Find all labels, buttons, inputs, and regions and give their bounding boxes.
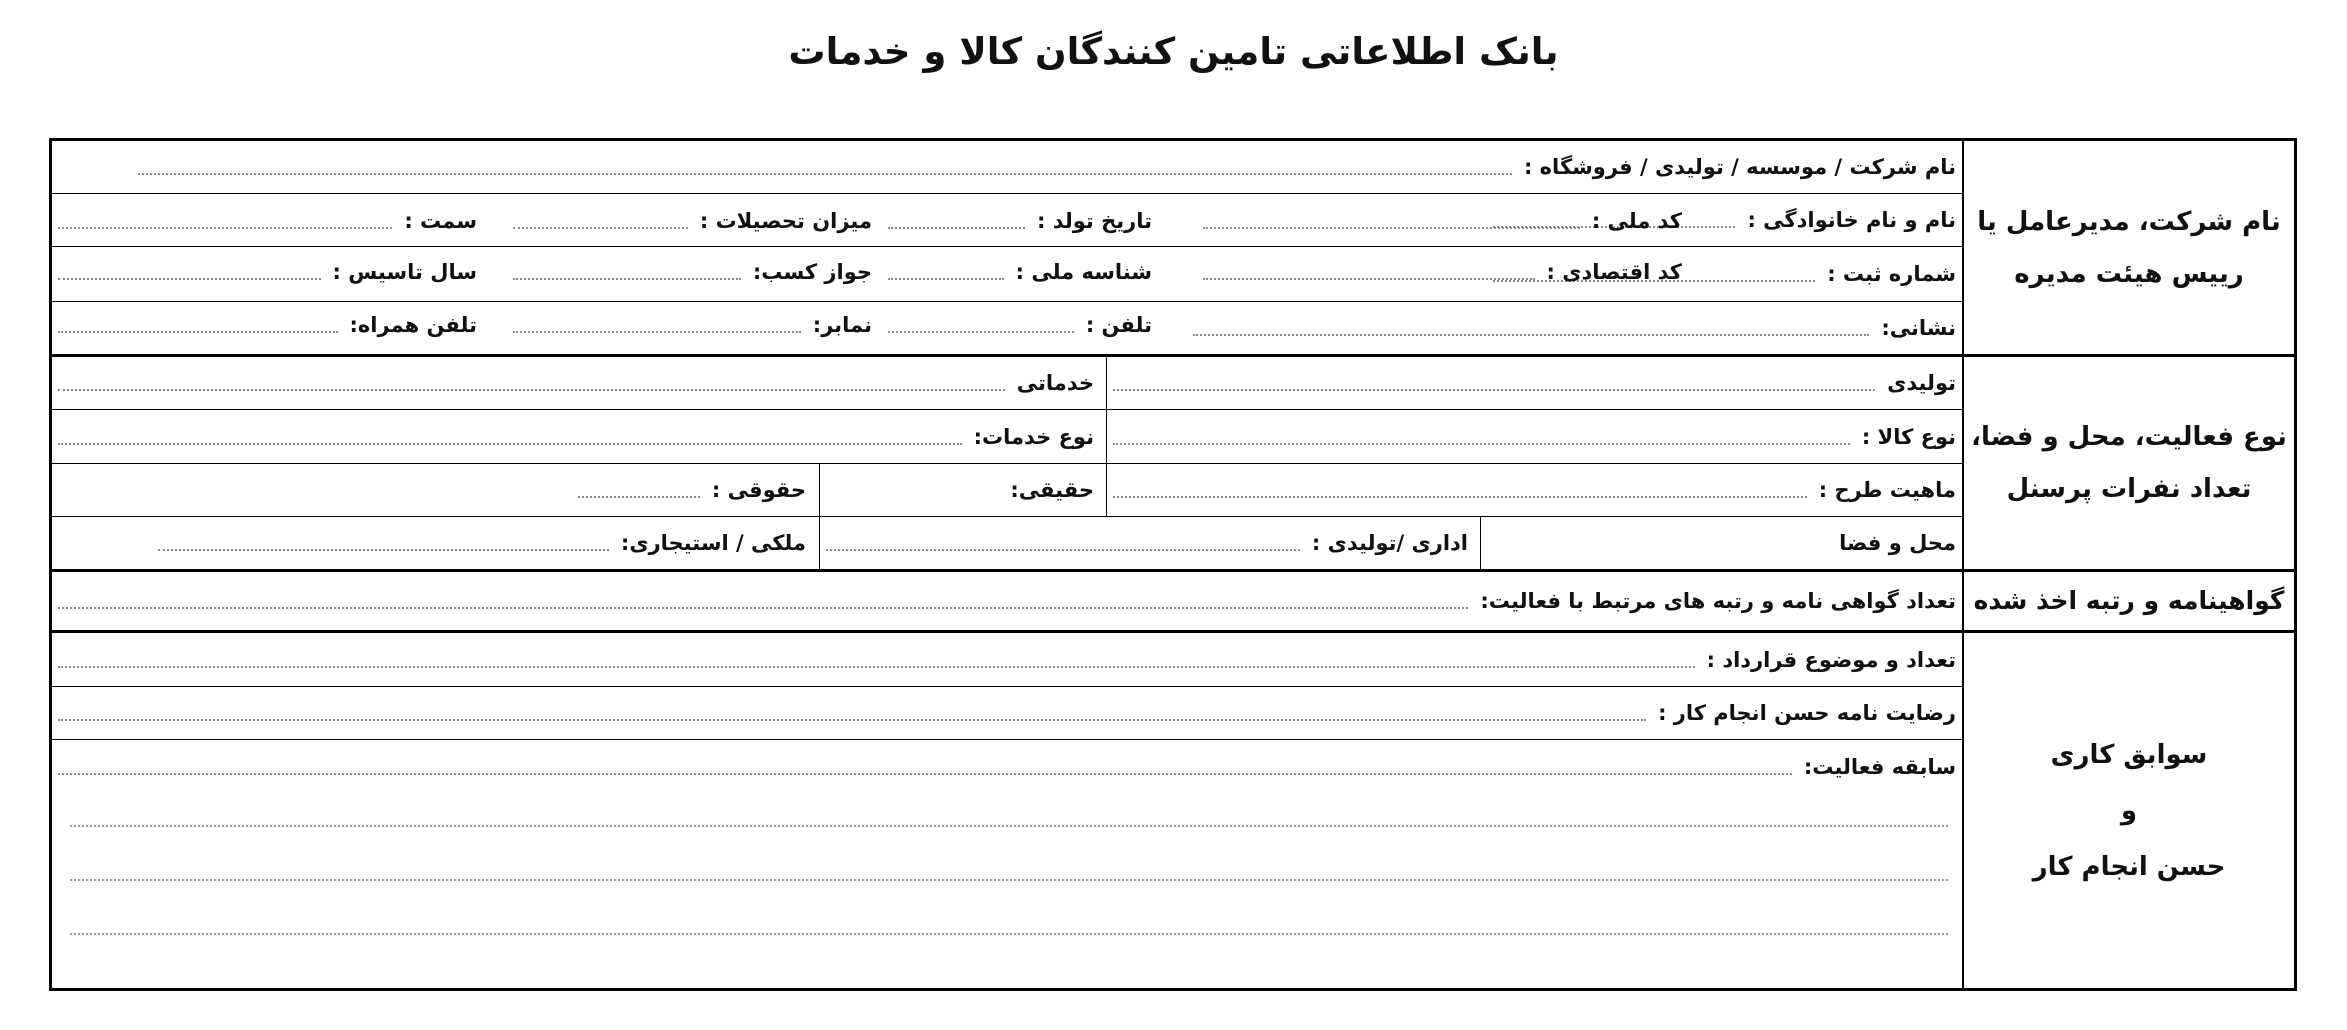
contracts-label: تعداد و موضوع قرارداد : xyxy=(1706,647,1956,672)
certificates-header-text: گواهینامه و رتبه اخذ شده xyxy=(1973,586,2285,615)
address-label: نشانی: xyxy=(1881,316,1956,340)
education-label: میزان تحصیلات : xyxy=(699,208,872,233)
company-secondary-fields-2 xyxy=(52,244,1968,354)
fax-label: نمابر: xyxy=(812,313,872,337)
company-header-line-2: رییس هیئت مدیره xyxy=(2014,258,2244,289)
activity-section-header xyxy=(1962,357,2294,569)
goods-type-label: نوع کالا : xyxy=(1861,424,1956,449)
page-title: بانک اطلاعاتی تامین کنندگان کالا و خدمات xyxy=(788,30,1559,73)
owned-rented-label: ملکی / استیجاری: xyxy=(620,531,806,555)
experience-header-line-2: و xyxy=(2120,795,2138,826)
satisfaction-field[interactable] xyxy=(52,687,1962,739)
certificates-section-header xyxy=(1962,572,2294,630)
admin-production-field[interactable] xyxy=(820,517,1474,569)
national-id-field[interactable] xyxy=(882,244,1158,299)
certificates-count-label: تعداد گواهی نامه و رتبه های مرتبط با فعالیت: xyxy=(1480,589,1956,613)
location-space-field[interactable] xyxy=(1481,517,1962,569)
company-name-field[interactable] xyxy=(132,141,1962,193)
production-label: تولیدی xyxy=(1887,371,1956,395)
services-label: خدماتی xyxy=(1016,371,1094,395)
company-section-header xyxy=(1962,141,2294,354)
national-code-field-b[interactable] xyxy=(1197,194,1688,247)
experience-section-header xyxy=(1962,633,2294,988)
position-field[interactable] xyxy=(52,194,483,247)
phone-label: تلفن : xyxy=(1085,313,1152,337)
plan-nature-field[interactable] xyxy=(1107,464,1962,516)
founding-year-label: سال تاسیس : xyxy=(332,259,477,284)
mobile-label: تلفن همراه: xyxy=(349,313,477,337)
experience-header-line-1: سوابق کاری xyxy=(2050,739,2208,770)
phone-field[interactable] xyxy=(882,299,1158,351)
owned-rented-field[interactable] xyxy=(152,517,812,569)
natural-person-label: حقیقی: xyxy=(1010,478,1094,502)
natural-person-field[interactable] xyxy=(820,464,1100,516)
education-field[interactable] xyxy=(507,194,878,247)
birth-date-label-b: تاریخ تولد : xyxy=(1037,208,1152,233)
service-type-label: نوع خدمات: xyxy=(973,424,1094,449)
business-license-field[interactable] xyxy=(507,244,878,299)
national-id-label: شناسه ملی : xyxy=(1015,259,1152,284)
certificates-count-field[interactable] xyxy=(52,572,1962,630)
activity-header-line-2: تعداد نفرات پرسنل xyxy=(2006,474,2252,504)
founding-year-field[interactable] xyxy=(52,244,483,299)
production-field[interactable] xyxy=(1107,357,1962,409)
mobile-field[interactable] xyxy=(52,299,483,351)
admin-production-label: اداری /تولیدی : xyxy=(1311,531,1468,555)
birth-date-field-b[interactable] xyxy=(882,194,1158,247)
certificates-section xyxy=(52,572,2294,633)
position-label: سمت : xyxy=(404,208,477,233)
satisfaction-label: رضایت نامه حسن انجام کار : xyxy=(1658,701,1956,725)
business-license-label: جواز کسب: xyxy=(752,259,872,284)
history-area[interactable] xyxy=(52,740,1962,985)
company-header-line-1: نام شرکت، مدیرعامل یا xyxy=(1977,206,2281,237)
history-label: سابقه فعالیت: xyxy=(1803,755,1956,779)
location-space-label: محل و فضا xyxy=(1839,531,1956,555)
service-type-field[interactable] xyxy=(52,410,1100,463)
contracts-field[interactable] xyxy=(52,633,1962,686)
goods-type-field[interactable] xyxy=(1107,410,1962,463)
economic-code-field[interactable] xyxy=(1197,244,1688,299)
legal-person-label: حقوقی : xyxy=(711,478,806,502)
activity-header-line-1: نوع فعالیت، محل و فضا، xyxy=(1971,422,2287,452)
experience-header-line-3: حسن انجام کار xyxy=(2032,851,2226,882)
registration-no-label: شماره ثبت : xyxy=(1827,262,1956,286)
activity-section xyxy=(52,357,2294,572)
plan-nature-label: ماهیت طرح : xyxy=(1818,478,1956,502)
fax-field[interactable] xyxy=(507,299,878,351)
national-code-label-b: کد ملی : xyxy=(1591,208,1682,233)
economic-code-label: کد اقتصادی : xyxy=(1546,259,1682,284)
legal-person-field[interactable] xyxy=(572,464,812,516)
history-field[interactable] xyxy=(52,740,1962,794)
experience-section xyxy=(52,633,2294,988)
full-name-label: نام و نام خانوادگی : xyxy=(1747,208,1956,232)
company-name-label: نام شرکت / موسسه / تولیدی / فروشگاه : xyxy=(1523,155,1956,179)
services-field[interactable] xyxy=(52,357,1100,409)
